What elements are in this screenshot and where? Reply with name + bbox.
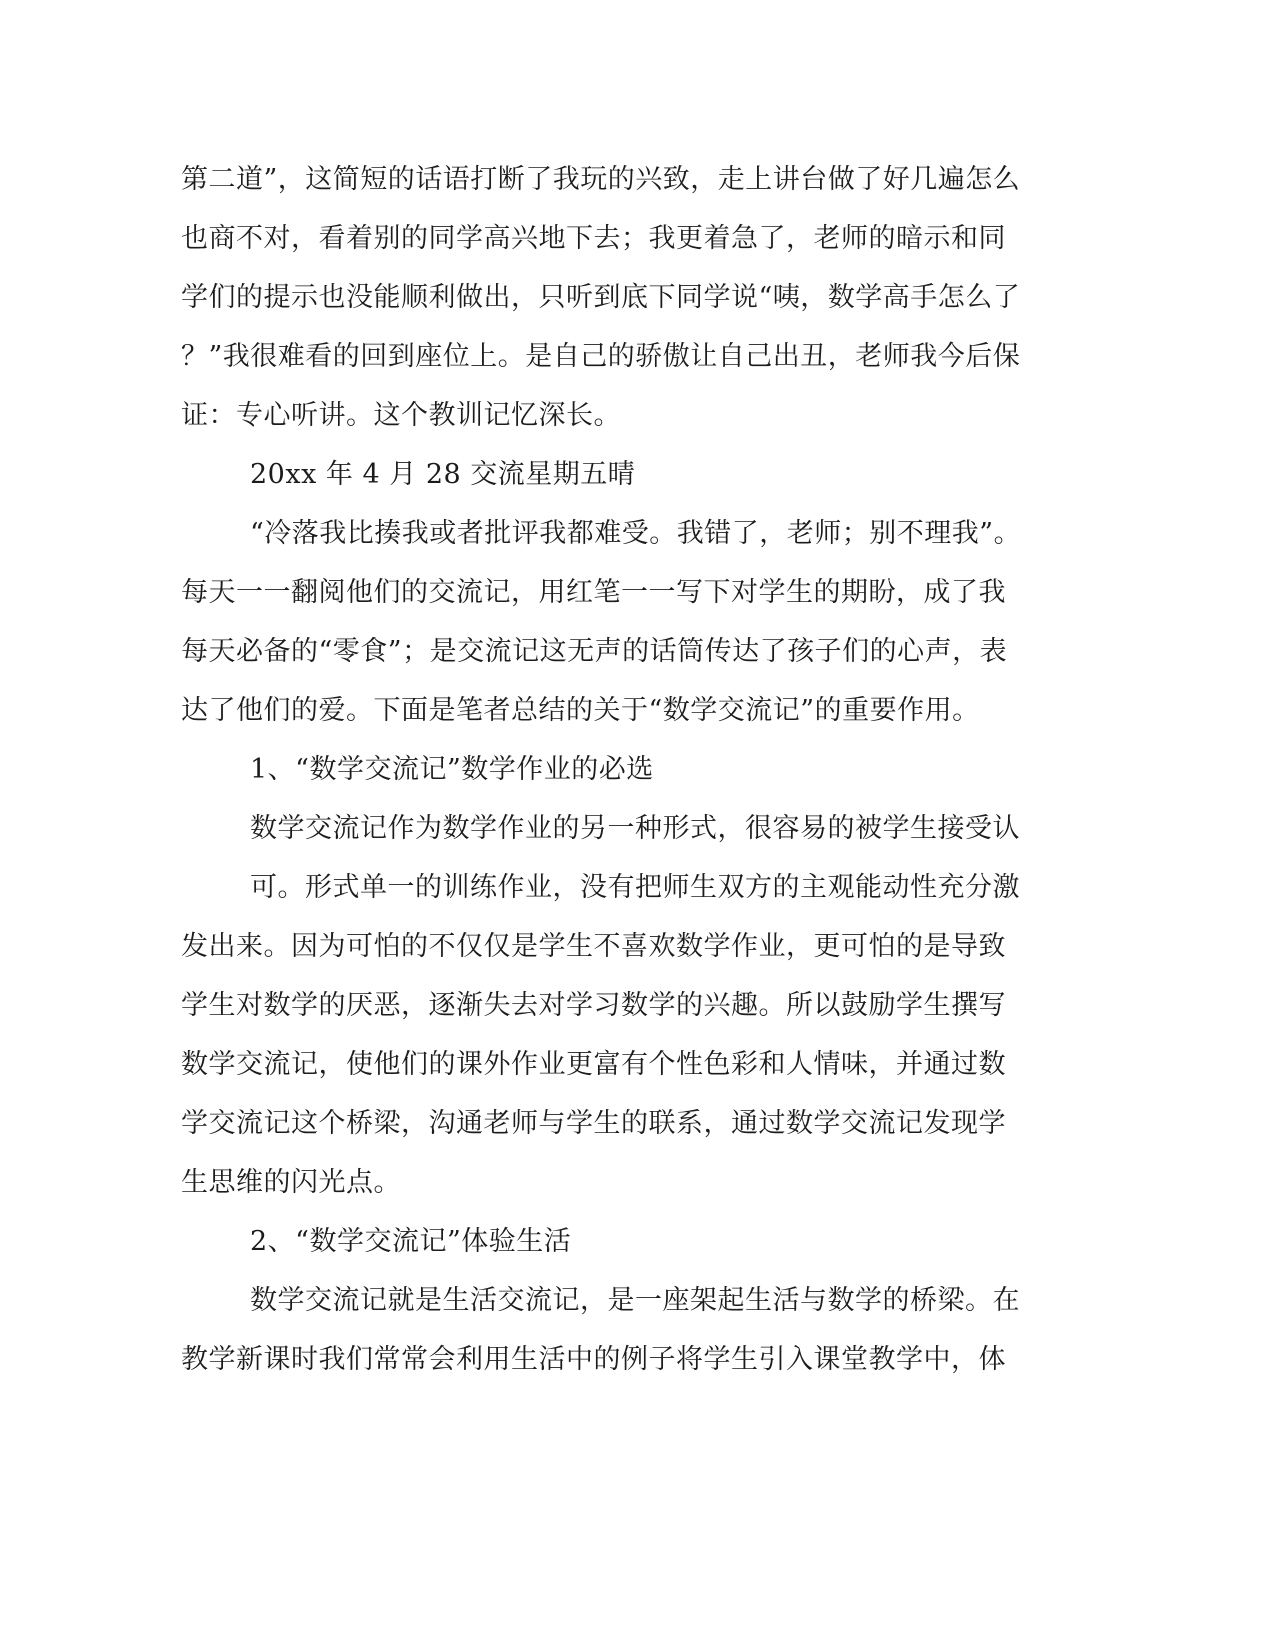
text-line: 每天一一翻阅他们的交流记，用红笔一一写下对学生的期盼，成了我 <box>181 577 1006 608</box>
text-line: “冷落我比揍我或者批评我都难受。我错了，老师；别不理我”。 <box>250 518 1022 549</box>
text-line: 可。形式单一的训练作业，没有把师生双方的主观能动性充分激 <box>250 872 1020 903</box>
section-heading: 2、“数学交流记”体验生活 <box>250 1226 572 1257</box>
text-line: 学们的提示也没能顺利做出，只听到底下同学说“咦，数学高手怎么了 <box>181 282 1021 313</box>
text-line: 数学交流记，使他们的课外作业更富有个性色彩和人情味，并通过数 <box>181 1049 1006 1080</box>
text-line: 也商不对，看着别的同学高兴地下去；我更着急了，老师的暗示和同 <box>181 223 1006 254</box>
text-line: 数学交流记就是生活交流记，是一座架起生活与数学的桥梁。在 <box>250 1285 1020 1316</box>
text-line: 学交流记这个桥梁，沟通老师与学生的联系，通过数学交流记发现学 <box>181 1108 1006 1139</box>
text-line: 学生对数学的厌恶，逐渐失去对学习数学的兴趣。所以鼓励学生撰写 <box>181 990 1006 1021</box>
section-heading: 1、“数学交流记”数学作业的必选 <box>250 754 654 785</box>
text-line: 证：专心听讲。这个教训记忆深长。 <box>181 400 621 431</box>
text-line: 每天必备的“零食”；是交流记这无声的话筒传达了孩子们的心声，表 <box>181 636 1008 667</box>
text-line: 教学新课时我们常常会利用生活中的例子将学生引入课堂教学中，体 <box>181 1344 1006 1375</box>
text-line: 达了他们的爱。下面是笔者总结的关于“数学交流记”的重要作用。 <box>181 695 980 726</box>
text-line: 发出来。因为可怕的不仅仅是学生不喜欢数学作业，更可怕的是导致 <box>181 931 1006 962</box>
text-line: ？”我很难看的回到座位上。是自己的骄傲让自己出丑，老师我今后保 <box>181 341 1021 372</box>
text-line: 数学交流记作为数学作业的另一种形式，很容易的被学生接受认 <box>250 813 1020 844</box>
text-line: 生思维的闪光点。 <box>181 1167 401 1198</box>
date-heading: 20xx 年 4 月 28 交流星期五晴 <box>250 459 636 490</box>
text-line: 第二道”，这简短的话语打断了我玩的兴致，走上讲台做了好几遍怎么 <box>181 164 1021 195</box>
